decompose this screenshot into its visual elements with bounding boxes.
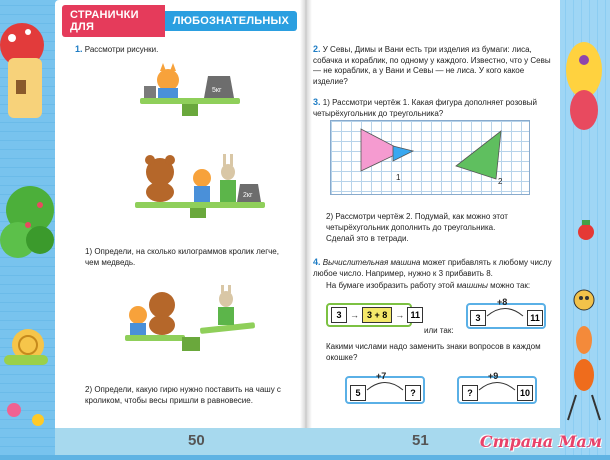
scale-illustration-3 (120, 285, 260, 357)
section-header (62, 10, 297, 32)
right-decoration-art (558, 0, 610, 455)
left-page-number: 50 (188, 432, 205, 449)
task3-number: 3. (313, 97, 321, 107)
ex1-output: 11 (407, 307, 423, 323)
right-page-number: 51 (412, 432, 429, 449)
task4-term: Вычислительная машина (322, 258, 421, 267)
task4-text: может прибавлять к любому числу любое число. Например, нужно к 3 прибавить 8. (313, 258, 552, 278)
ex3-operation: +7 (376, 371, 387, 381)
ex1-operation: 3 + 8 (362, 307, 392, 323)
task2-number: 2. (313, 44, 321, 54)
task1-question1: 1) Определи, на сколько килограммов кролик легче, чем медведь. (85, 247, 279, 267)
task4-text2: На бумаге изобразить работу этой машины можно так: (326, 281, 531, 290)
right-decoration (558, 0, 610, 455)
blue-triangle (393, 146, 413, 161)
ex4-output[interactable]: 10 (517, 385, 533, 401)
ex2-operation: +8 (497, 297, 508, 307)
ex2-input: 3 (470, 310, 486, 326)
task3-question1: 1) Рассмотри чертёж 1. Какая фигура дополняет розовый четырёхугольник до треугольника? (313, 98, 537, 118)
header-title-part2: ЛЮБОЗНАТЕЛЬНЫХ (165, 11, 297, 31)
left-decoration (0, 0, 58, 455)
task3-question2b: Сделай это в тетради. (326, 234, 409, 243)
ex4-operation: +9 (488, 371, 499, 381)
task1-number: 1. (75, 44, 83, 54)
green-quadrilateral (456, 131, 501, 179)
task1-text: Рассмотри рисунки. (84, 45, 159, 54)
task4-block (313, 257, 553, 279)
scale-illustration-2 (130, 150, 270, 220)
book-spine (300, 0, 312, 455)
task4-number: 4. (313, 257, 321, 267)
ex1-input: 3 (331, 307, 347, 323)
task2-text: У Севы, Димы и Вани есть три изделия из бумаги: лиса, собачка и кораблик, по одному у каждого. Известно, что у Севы — не кораблик, а у Вани и Севы — не лиса. У кого какое изделие? (313, 45, 551, 86)
header-title-part1: СТРАНИЧКИ ДЛЯ (62, 5, 165, 37)
ex4-input[interactable]: ? (462, 385, 478, 401)
task3-block (313, 97, 553, 119)
task1-heading (75, 44, 295, 56)
weight-2kg-label: 2кг (243, 192, 253, 199)
watermark: Страна Мам (479, 432, 602, 451)
question-text: Какими числами надо заменить знаки вопросов в каждом окошке? (326, 342, 541, 362)
ex3-arc-icon (365, 379, 405, 391)
task3-question2: 2) Рассмотри чертёж 2. Подумай, как можно этот четырёхугольник дополнить до треугольника. (326, 212, 508, 232)
weight-5kg-label: 5кг (212, 87, 222, 94)
ex3-output[interactable]: ? (405, 385, 421, 401)
or-so-label: или так: (424, 326, 454, 335)
left-page-footer (55, 428, 305, 455)
ex2-output: 11 (527, 310, 543, 326)
ex4-arc-icon (477, 379, 517, 391)
task1-question2: 2) Определи, какую гирю нужно поставить на чашу с кроликом, чтобы весы пришли в равновесие. (85, 385, 281, 405)
figure2-label: 2 (498, 177, 503, 186)
scale-illustration-1 (130, 58, 250, 118)
task2-block (313, 44, 553, 87)
ex3-input[interactable]: 5 (350, 385, 366, 401)
figure1-label: 1 (396, 173, 401, 182)
arrow-icon: → (350, 310, 359, 320)
ex2-arc-icon (485, 305, 525, 317)
machine-example-1 (331, 307, 423, 323)
left-decoration-art (0, 0, 58, 455)
arrow-icon: → (395, 310, 405, 320)
